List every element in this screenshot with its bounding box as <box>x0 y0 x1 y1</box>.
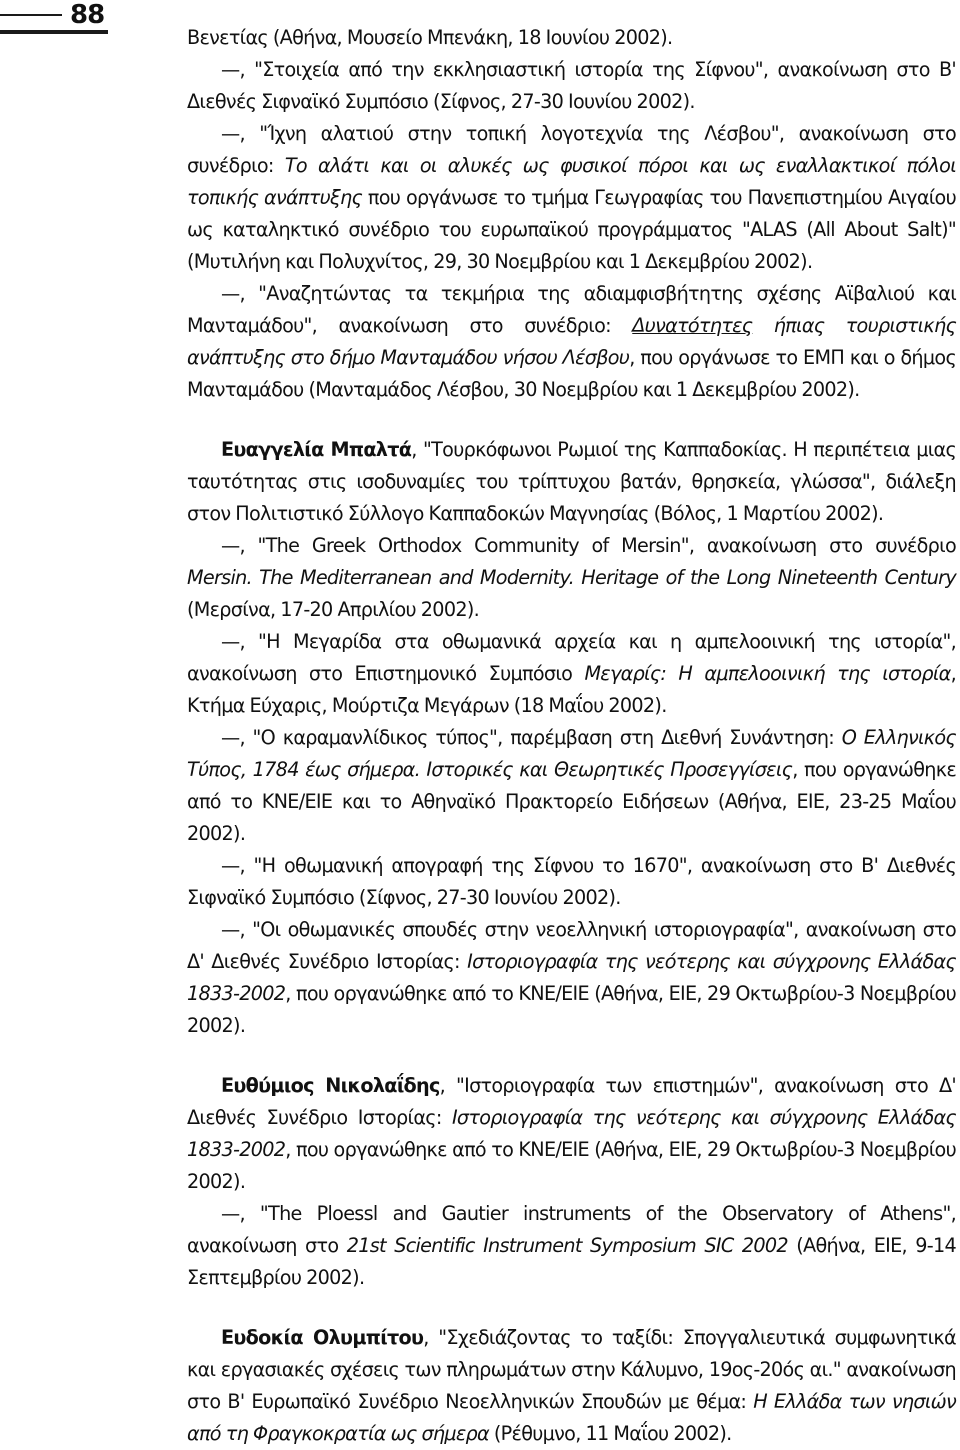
italic-title: Ο Ελληνικός Τύπος, 1784 έως σήμερα. Ιστορικές και Θεωρητικές Προσεγγίσεις <box>187 726 956 781</box>
italic-title: Το αλάτι και οι αλυκές ως φυσικοί πόροι και ως εναλλακτικοί πόλοι τοπικής ανάπτυξης <box>187 154 956 209</box>
bibliography-entry <box>187 22 956 54</box>
entry-text: (Μερσίνα, 17-20 Απριλίου 2002). <box>187 598 480 621</box>
bibliography-entry <box>187 914 956 1042</box>
italic-title: Ιστοριογραφία της νεότερης και σύγχρονης Ελλάδας 1833-2002 <box>187 1106 956 1161</box>
entry-text: , που οργανώθηκε από το ΚΝΕ/ΕΙΕ (Αθήνα, ΕΙΕ, 29 Οκτωβρίου-3 Νοεμβρίου 2002). <box>187 982 956 1037</box>
entry-text: —, "Αναζητώντας τα τεκμήρια της αδιαμφισβήτητης σχέσης Αϊβαλιού και Μανταμάδου", ανακοίνωση στο συνέδριο: <box>187 282 956 337</box>
italic-title: Μεγαρίς: Η αμπελοοινική της ιστορία <box>584 662 951 685</box>
entry-text: που οργάνωσε το τμήμα Γεωγραφίας του Πανεπιστημίου Αιγαίου ως καταληκτικό συνέδριο του ευρωπαϊκού προγράμματος "ALAS (All About Salt)" (Μυτιλήνη και Πολυχνίτος, 29, 30 Νοεμβρίου και 1 Δεκεμβρίου 2002). <box>187 186 957 273</box>
entry-text: , Κτήμα Εύχαρις, Μούρτιζα Μεγάρων (18 Μαΐου 2002). <box>187 662 956 717</box>
page-number: 88 <box>70 0 105 30</box>
section-gap <box>187 406 956 434</box>
entry-text: , που οργανώθηκε από το ΚΝΕ/ΕΙΕ και το Αθηναϊκό Πρακτορείο Ειδήσεων (Αθήνα, ΕΙΕ, 23-25 Μαΐου 2002). <box>187 758 956 845</box>
entry-text: , που οργανώθηκε από το ΚΝΕ/ΕΙΕ (Αθήνα, ΕΙΕ, 29 Οκτωβρίου-3 Νοεμβρίου 2002). <box>187 1138 956 1193</box>
entry-text: , "Σχεδιάζοντας το ταξίδι: Σπογγαλιευτικά συμφωνητικά και εργασιακές σχέσεις των πληρωμάτων στην Κάλυμνο, 19ος-20ός αι." ανακοίνωση στο Β' Ευρωπαϊκό Συνέδριο Νεοελληνικών Σπουδών με θέμα: <box>187 1326 956 1413</box>
entry-text: —, "The Ploessl and Gautier instruments of the Observatory of Athens", ανακοίνωση στο <box>187 1202 956 1257</box>
bibliography-entry <box>187 1322 956 1450</box>
entry-text: (Ρέθυμνο, 11 Μαΐου 2002). <box>488 1422 732 1445</box>
entry-text: —, "Η οθωμανική απογραφή της Σίφνου το 1670", ανακοίνωση στο Β' Διεθνές Σιφναϊκό Συμπόσιο (Σίφνος, 27-30 Ιουνίου 2002). <box>187 854 956 909</box>
bibliography-entry <box>187 626 956 722</box>
entry-text: , "Ιστοριογραφία των επιστημών", ανακοίνωση στο Δ' Διεθνές Συνέδριο Ιστορίας: <box>187 1074 956 1129</box>
bibliography-entry <box>187 850 956 914</box>
italic-title: Mersin. The Mediterranean and Modernity. Heritage of the Long Nineteenth Century <box>187 566 956 589</box>
entry-text: , που οργάνωσε το ΕΜΠ και ο δήμος Μανταμάδου (Μανταμάδος Λέσβου, 30 Νοεμβρίου και 1 Δεκεμβρίου 2002). <box>187 346 957 401</box>
section-gap <box>187 1294 956 1322</box>
page-number-rule-top <box>0 14 62 16</box>
page-number-block <box>0 0 110 40</box>
author-name: Ευθύμιος Νικολαΐδης <box>221 1074 440 1097</box>
bibliography-entry <box>187 434 956 530</box>
entry-text: —, "Οι οθωμανικές σπουδές στην νεοελληνική ιστοριογραφία", ανακοίνωση στο Δ' Διεθνές Συνέδριο Ιστορίας: <box>187 918 956 973</box>
bibliography-entry <box>187 54 956 118</box>
page-number-rule-bottom <box>0 30 108 34</box>
entry-text: (Αθήνα, ΕΙΕ, 9-14 Σεπτεμβρίου 2002). <box>187 1234 957 1289</box>
entry-text: —, "Η Μεγαρίδα στα οθωμανικά αρχεία και η αμπελοοινική της ιστορία", ανακοίνωση στο Επιστημονικό Συμπόσιο <box>187 630 956 685</box>
entry-text: —, "The Greek Orthodox Community of Mersin", ανακοίνωση στο συνέδριο <box>221 534 956 557</box>
bibliography-entry <box>187 1198 956 1294</box>
italic-title: Η Ελλάδα των νησιών από τη Φραγκοκρατία ως σήμερα <box>187 1390 956 1445</box>
italic-title: Δυνατότητες <box>632 314 753 337</box>
bibliography-entry <box>187 1070 956 1198</box>
entry-text: Βενετίας (Αθήνα, Μουσείο Μπενάκη, 18 Ιουνίου 2002). <box>187 26 673 49</box>
italic-title: ήπιας τουριστικής ανάπτυξης στο δήμο Μανταμάδου νήσου Λέσβου <box>187 314 957 369</box>
section-gap <box>187 1042 956 1070</box>
entry-text: , "Τουρκόφωνοι Ρωμιοί της Καππαδοκίας. Η περιπέτεια μιας ταυτότητας στις ισοδυναμίες του τρίπτυχου βατάν, θρησκεία, γλώσσα", διάλεξη στον Πολιτιστικό Σύλλογο Καππαδοκών Μαγνησίας (Βόλος, 1 Μαρτίου 2002). <box>187 438 956 525</box>
bibliography-entry <box>187 722 956 850</box>
author-name: Ευαγγελία Μπαλτά <box>221 438 412 461</box>
italic-title: Ιστοριογραφία της νεότερης και σύγχρονης Ελλάδας 1833-2002 <box>187 950 956 1005</box>
entry-text: —, "Στοιχεία από την εκκλησιαστική ιστορία της Σίφνου", ανακοίνωση στο Β' Διεθνές Σιφναϊκό Συμπόσιο (Σίφνος, 27-30 Ιουνίου 2002). <box>187 58 956 113</box>
bibliography-entry <box>187 118 956 278</box>
bibliography-entry <box>187 530 956 626</box>
bibliography-text <box>187 22 956 1450</box>
author-name: Ευδοκία Ολυμπίτου <box>221 1326 424 1349</box>
italic-title: 21st Scientific Instrument Symposium SIC 2002 <box>346 1234 788 1257</box>
bibliography-entry <box>187 278 956 406</box>
entry-text: —, "Ίχνη αλατιού στην τοπική λογοτεχνία της Λέσβου", ανακοίνωση στο συνέδριο: <box>187 122 956 177</box>
entry-text: —, "Ο καραμανλίδικος τύπος", παρέμβαση στη Διεθνή Συνάντηση: <box>221 726 842 749</box>
